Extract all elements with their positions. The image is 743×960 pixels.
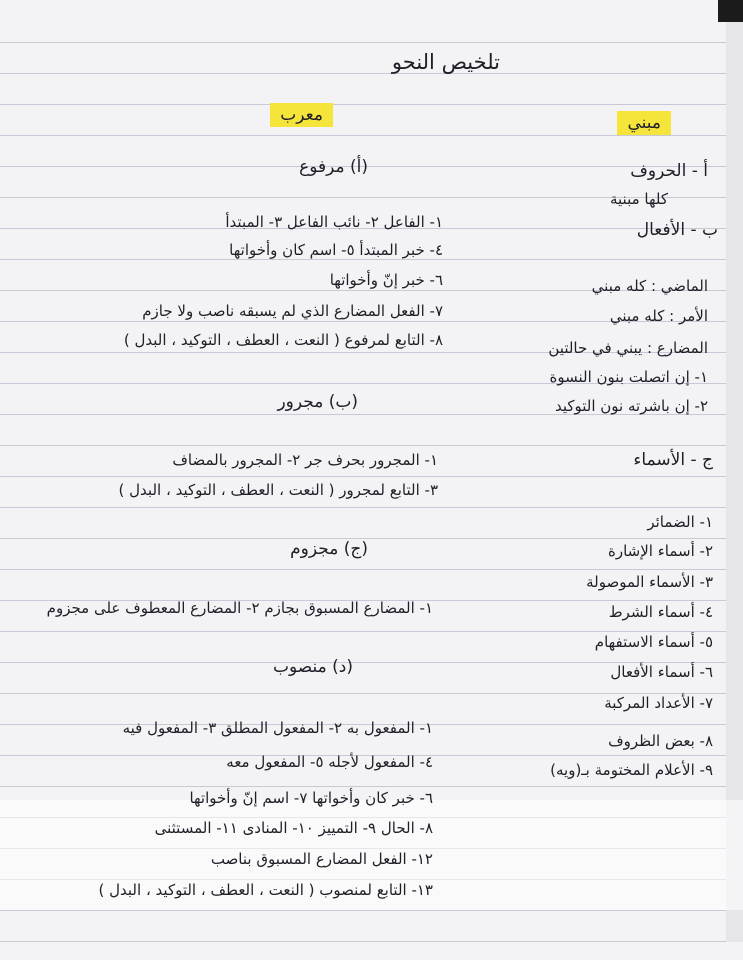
majzum-line: ١- المضارع المسبوق بجازم ٢- المضارع المعطوف على مجزوم [46,599,433,617]
majrur-line: ١- المجرور بحرف جر ٢- المجرور بالمضاف [172,451,438,469]
mansub-line: ٦- خبر كان وأخواتها ٧- اسم إنّ وأخواتها [189,789,433,807]
mabni-mudari-1: ١- إن اتصلت بنون النسوة [549,368,708,386]
list-item: ٥- أسماء الاستفهام [594,633,713,651]
marfu-line: ٧- الفعل المضارع الذي لم يسبقه ناصب ولا جازم [142,302,443,320]
mansub-line: ٤- المفعول لأجله ٥- المفعول معه [226,753,433,771]
list-item: ٤- أسماء الشرط [608,603,713,621]
mabni-asmaa: ج - الأسماء [633,450,713,470]
marfu-heading: (أ) مرفوع [299,157,368,177]
mansub-line: ٨- الحال ٩- التمييز ١٠- المنادى ١١- المستثنى [154,819,433,837]
marfu-line: ٤- خبر المبتدأ ٥- اسم كان وأخواتها [229,241,443,259]
page-title: تلخيص النحو [391,50,500,74]
list-item: ٨- بعض الظروف [608,732,713,750]
mansub-line: ١- المفعول به ٢- المفعول المطلق ٣- المفعول فيه [122,719,433,737]
marfu-line: ٨- التابع لمرفوع ( النعت ، العطف ، التوكيد ، البدل ) [123,331,443,349]
list-item: ٧- الأعداد المركبة [604,694,713,712]
majrur-line: ٣- التابع لمجرور ( النعت ، العطف ، التوكيد ، البدل ) [118,481,438,499]
mabni-huruf: أ - الحروف [630,161,708,181]
majrur-heading: (ب) مجرور [277,392,358,412]
dark-corner [718,0,743,22]
mansub-line: ١٢- الفعل المضارع المسبوق بناصب [210,850,433,868]
list-item: ٦- أسماء الأفعال [610,663,713,681]
marfu-line: ١- الفاعل ٢- نائب الفاعل ٣- المبتدأ [225,213,443,231]
mabni-afaal: ب - الأفعال [636,220,718,240]
majzum-heading: (ج) مجزوم [290,539,368,559]
mansub-heading: (د) منصوب [272,657,353,677]
mabni-mudari: المضارع : يبني في حالتين [548,339,708,357]
muarab-header: معرب [270,103,333,127]
list-item: ١- الضمائر [647,513,713,531]
mansub-line: ١٣- التابع لمنصوب ( النعت ، العطف ، التوكيد ، البدل ) [98,881,433,899]
list-item: ٣- الأسماء الموصولة [586,573,713,591]
mabni-madi: الماضي : كله مبني [591,277,708,295]
mabni-huruf-note: كلها مبنية [609,190,668,208]
marfu-line: ٦- خبر إنّ وأخواتها [329,271,443,289]
list-item: ٩- الأعلام المختومة بـ(ويه) [550,761,713,779]
mabni-amr: الأمر : كله مبني [609,307,708,325]
list-item: ٢- أسماء الإشارة [607,542,713,560]
mabni-mudari-2: ٢- إن باشرته نون التوكيد [554,397,708,415]
mabni-header: مبني [617,111,671,135]
